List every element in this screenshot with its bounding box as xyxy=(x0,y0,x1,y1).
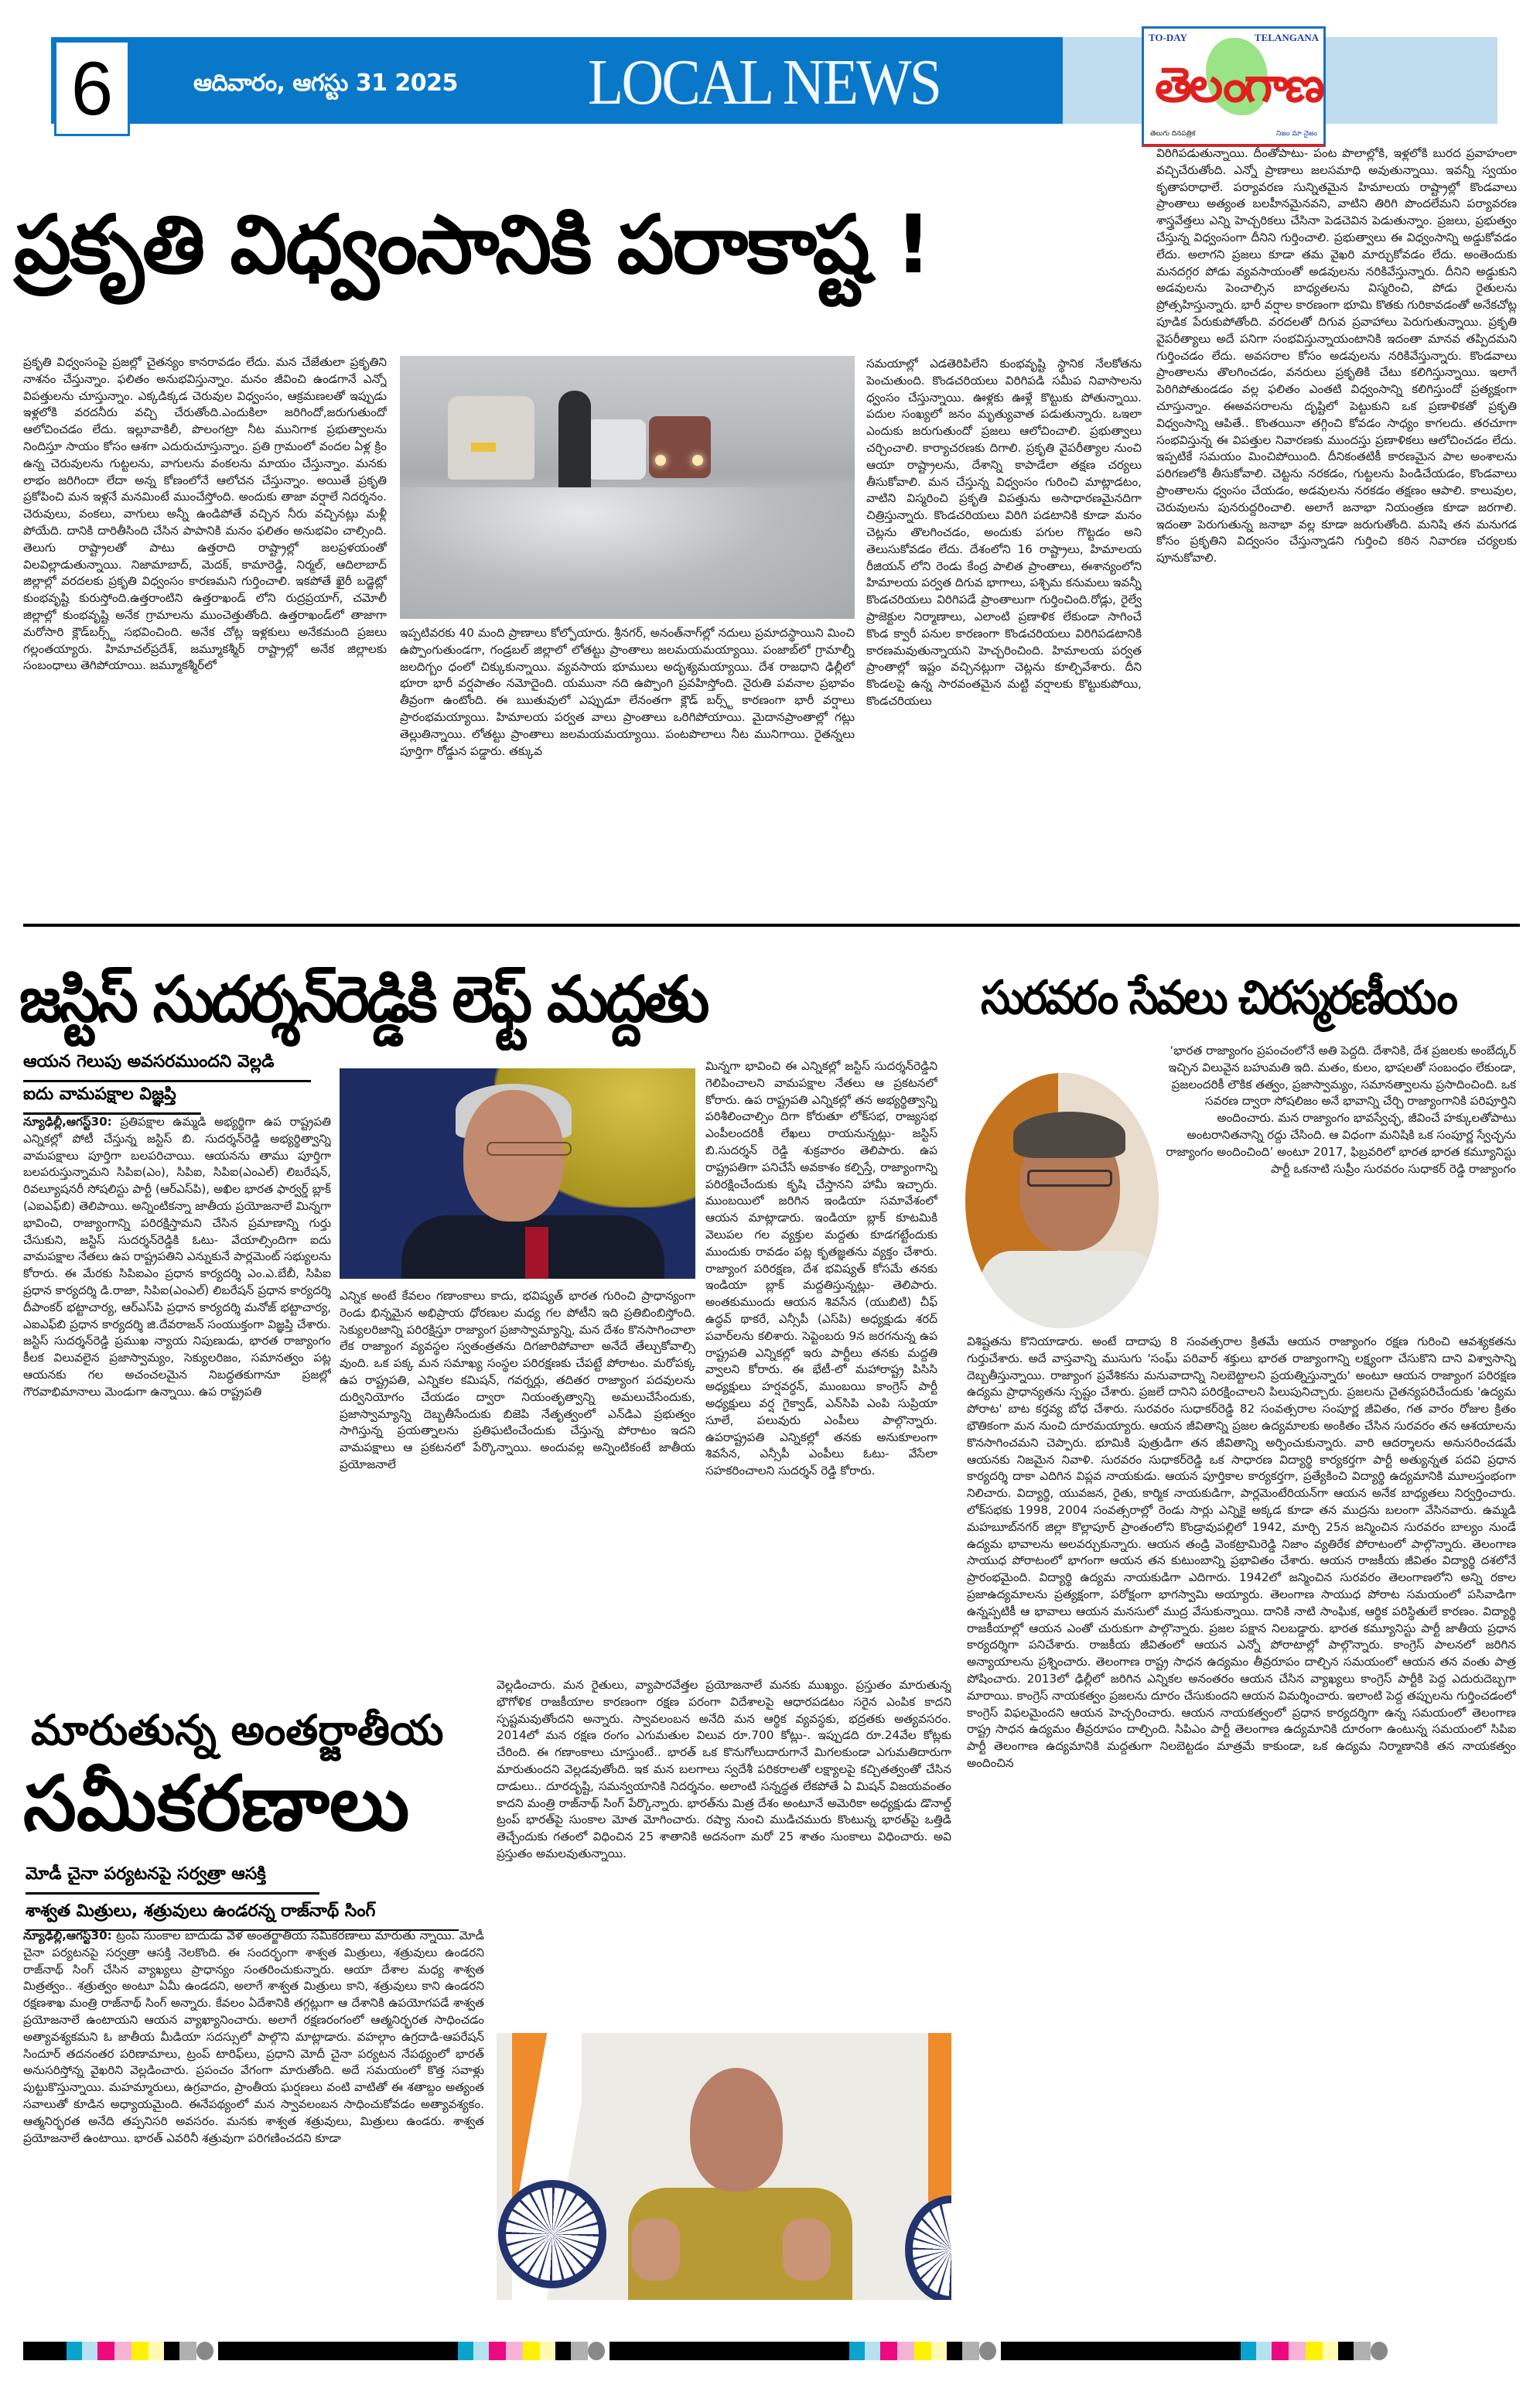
suravaram-photo xyxy=(965,1073,1159,1328)
headline-nature: ప్రకృతి విధ్వంసానికి పరాకాష్ట ! xyxy=(14,197,930,292)
logo-tagline-right: నిజం మా నైజం xyxy=(1275,130,1317,138)
color-swatch xyxy=(164,2342,179,2360)
nature-column-1: ప్రకృతి విధ్వంసంపై ప్రజల్లో చైతన్యం కానరావడం లేదు. మన చేజేతులా ప్రకృతిని నాశనం చేస్తున్నాం. ఫలితం అనుభవిస్తున్నాం. మనం జీవించి ఉండగానే ఎన్నో విపత్తులను చూస్తున్నాం. ఎక్కడిక్కడ చెరువుల విధ్వంసం, ఆక్రమణలతో ఇప్పుడు ఇళ్లలోకి వరదనీరు వచ్చి చేరుతోంది.ఎందుకిలా జరిగిందో,జరుగుతుందో ఆలోచించడం లేదు. ఇల్లూవాకిలీ, పొలంగట్రా నీట మునిగాక ప్రభుత్వాలను నిందిస్తూ సాయం కోసం ఆశగా ఎదురుచూస్తున్నాం. ప్రతి గ్రామంలో వందల ఏళ్ల క్రిం ఉన్న చెరువులను గుట్టలను, వాగులను వంకలను మాయం చేస్తున్నాం. మనకు లాభం జరిగిందా లేదా అన్న కోణంలోనే ఆలోచన చేస్తున్నాం. అయితే ప్రకృతి ప్రకోపించి మన ఇళ్లనే మనమింటే ముంచేస్తోంది. అందుకు తాజా వర్షాలే నిదర్శనం. చెరువులు, వంకలు, వాగులు అన్నీ ఉండిపోతే వచ్చిన నీరు వచ్చినట్లు మళ్లీ పోయేది. దానికి దారితీసింది చేసిన పాపానికి మనం ఫలితం అనుభవిం చాల్సింది. తెలుగు రాష్ట్రాలతో పాటు ఉత్తరాది రాష్ట్రాల్లో జలప్రళయంతో విలవిల్లాడుతున్నాయి. నిజామాబాద్, మెదక్, కామారెడ్డి, నిర్మల్, ఆదిలాబాద్ జిల్లాల్లో వరదలకు ప్రకృతి విధ్వంసం కారణమని గుర్తించాలి. ఇకపోతే ఖైరీ బడ్జెట్లో కుంభవృష్టి కురుస్తోంది.ఉత్తరాంటిని ఉత్తరాఖండ్ లోని రుద్రప్రయాగ్, చమోలీ జిల్లాల్లో కుంభవృష్టి అనేక గ్రామాలను ముంచెత్తుతోంది. ఉత్తరాఖండ్‌లో తాజాగా మరోసారి క్లౌడ్‌బర్స్ట్ సభవించింది. అనేక చోట్ల ఇళ్లకులు అనేకమంది ప్రజలు గల్లంతయ్యారు. హిమాచల్‌ప్రదేశ్, జమ్మూకశ్మీర్ రాష్ట్రాల్లో అనేక జిల్లాలకు సంబంధాలు తెగిపోయాయి. జమ్మూకశ్మీర్‌లో xyxy=(23,355,387,673)
color-swatch xyxy=(931,2342,947,2360)
headline-suravaram: సురవరం సేవలు చిరస్మరణీయం xyxy=(981,971,1456,1025)
color-swatch xyxy=(1338,2342,1354,2360)
color-swatch xyxy=(1289,2342,1306,2360)
nature-column-2: ఇప్పటివరకు 40 మంది ప్రాణాలు కోల్పోయారు. శ్రీనగర్, అనంత్‌నాగ్‌ల్లో నదులు ప్రమాదస్థాయిని మించి ఉప్పొంగుతుండగా, గండ్రబల్ జిల్లాలో లోతట్టు ప్రాంతాలు జలమయమయ్యాయి. పంజాబ్‌లో గ్రామాల్నీ జలదిగ్బం ధంలో చిక్కుకున్నాయి. వ్యవసాయ భూములు అదృశ్యమయ్యాయి. దేశ రాజధాని ఢిల్లీలో భూరా భారీ వర్షపాతం నమోదైంది. యమునా నది ఉప్పొంగి ప్రవహిస్తోంది. నైరుతి పవనాల ప్రభావం తీవ్రంగా ఉంటోంది. ఈ ఋతువులో ఎప్పుడూ లేనంతగా క్లౌడ్ బర్స్ట్ కారణంగా భారీ వర్షాలు ప్రారంభమయ్యాయి. హిమాలయ పర్వత వాలు ప్రాంతాలు ఒరిగిపోయాయి. మైదానప్రాంతాల్లో గట్లు తెల్లుతిన్నాయి. లోతట్టు ప్రాంతాలు జలమయమయ్యాయి. పంటపొలాలు నీట మునిగాయి. రైతన్నలు పూర్తిగా రోడ్డున పడ్డారు. తక్కువ xyxy=(400,626,855,758)
car-shape xyxy=(649,416,711,478)
car-shape xyxy=(587,419,646,480)
nature-column-3: సమయాల్లో ఎడతెరిపిలేని కుంభవృష్టి స్థానిక నేలకోతను పెంచుతుంది. కొండచరియలు విరిగిపడి సమీప నివాసాలను ధ్వంసం చేస్తున్నాయి. ఊళ్లకు ఊళ్లే కొట్టుకు పోతున్నాయి. పదుల సంఖ్యలో జనం మృత్యువాత పడుతున్నారు. ఒఇలా ఎందుకు జరుగుతుందో ప్రజలు ఆలోచించాలి. ప్రభుత్వాలు చర్చించాలి. కార్యాచరణకు దిగాలి. ప్రకృతి వైపరీత్యాల నుంచి ఆయా రాష్ట్రాలను, దేశాన్ని కాపాడేలా తక్షణ చర్యలు తీసుకోవాలి. మన చేస్తున్న విధ్వంసం గురించి మాట్లాడటం, వాటిని విస్మరించి ప్రకృతి విపత్తును అసాధారణమైనదిగా చిత్రిస్తున్నారు. కొండచరియలు విరిగి పడటానికి కూడా మనం చెట్లను తొలగించడం, అందుకు పగుల గొట్టడం అని తెలుసుకోవడం లేదు. దేశంలోని 16 రాష్ట్రాలు, హిమాలయ రీజియన్ లోని రెండు కేంద్ర పాలిత ప్రాంతాలు, ఈశాన్యంలోని హిమాలయ పర్వత దిగువ భాగాలు, పశ్చిమ కనుమలు ఇవన్నీ కొండచరియలు విరిగిపడే ప్రాంతాలుగా గుర్తించింది.రోడ్లు, రైల్వే ప్రాజెక్టుల నిర్మాణాలు, ఎలాంటి ప్రణాళిక లేకుండా సాగించే కొండ క్వారీ పనుల కారణంగా కొండచరియలు విరిగిపడటానికి కారణమవుతున్నాయని హెచ్చరించింది. హిమాలయ పర్వత ప్రాంతాల్లో ఇష్టం వచ్చినట్లుగా చెట్లను కూల్చివేశారు. దీని కొండలపై ఉన్న సారవంతమైన మట్టి వర్షాలకు కొట్టుకుపోయి, కొండచరియలు xyxy=(866,357,1142,708)
left-support-column-1 xyxy=(23,1114,331,1625)
color-swatch xyxy=(23,2342,67,2360)
color-swatch xyxy=(97,2342,114,2360)
left-support-column-2: ఎన్నిక అంటే కేవలం గణాంకాలు కాదు, భవిష్యత్ భారత గురించి ప్రాధాన్యంగా రెండు భిన్నమైన అభిప్రాయ ధోరణుల మధ్య గల పోటీని ఇది ప్రతిబింబిస్తోంది. సెక్యులరిజాన్ని పరిరక్షిస్తూ రాజ్యాంగ ప్రజాస్వామ్యాన్ని, మన దేశం కొనసాగించాలా లేక రాజ్యాంగ వ్యవస్థల స్వతంత్రతను దిగజారిపోవాలా అనేదే తేల్చుకోవాల్సి వుంది. ఒక పక్క మన సమాఖ్య సంస్థల పరిరక్షణకు చేపట్టే పోరాటం. మరోపక్క ఉప రాష్ట్రపతి, ఎన్నికల కమిషన్, గవర్నర్లు, తదితర రాజ్యాంగ పదవులను దుర్వినియోగం చేయడం ద్వారా నియంతృత్వాన్ని అమలుచేసేందుకు, ప్రజాస్వామ్యాన్ని దెబ్బతీసేందుకు బిజెపి నేతృత్వంలో ఎన్‌డిఎ ప్రభుత్వం సాగిస్తున్న ప్రయత్నాలను ప్రతిఘటించేందుకు చేస్తున్న పోరాటం ఇదని వామపక్షాలు ఆ ప్రకటనలో పేర్కొన్నాయి. అందువల్ల అన్నింటికంటే జాతీయ ప్రయోజనాలే xyxy=(340,1289,695,1471)
color-swatch xyxy=(947,2342,962,2360)
color-swatch xyxy=(458,2342,473,2360)
subhead-2: ఐదు వామపక్షాల విజ్ఞప్తి xyxy=(23,1085,201,1115)
flood-water-shape xyxy=(400,487,855,619)
tie-shape xyxy=(525,1227,548,1279)
color-swatch xyxy=(571,2342,588,2360)
color-swatch xyxy=(1256,2342,1272,2360)
column-text: ట్రంప్ సుంకాల బాదుడు వేళ అంతర్జాతీయ సమీకరణాలు మారుతు న్నాయి. మోడీ చైనా పర్యటనపై సర్వత్రా ఆసక్తి నెలకొంది. ఈ సందర్భంగా శాశ్వత మిత్రులు, శత్రువులు ఉండరని రాజ్‌నాథ్ సింగ్ చేసిన వ్యాఖ్యలు ప్రాధాన్యం సంతరించుకున్నారు. ఆయా దేశాల మధ్య శాశ్వత మిత్రత్వం.. శత్రుత్వం అంటూ ఏమీ ఉండదని, అలాగే శాశ్వత మిత్రులు కాని, శత్రువులు కాని ఉండరని రక్షణశాఖ మంత్రి రాజ్‌నాథ్ సింగ్ అన్నారు. కేవలం ఏదేశానికి తగ్గట్లుగా ఆ దేశానికి ఉపయోగపడే శాశ్వత ప్రయోజనాలే ఉంటాయని ఆయన వ్యాఖ్యానించారు. అలాగే రక్షణరంగంలో ఆత్మనిర్భరత సాధించడం అత్యావశ్యకమని ఓ జాతీయ మీడియా సదస్సులో పాల్గొని మాట్లాడారు. వహల్గాం ఉగ్రదాడి-ఆపరేషన్ సిందూర్ తదనంతర పరిణామాలు, ట్రంప్ టారిఫ్‌లు, ప్రధాని మోదీ చైనా పర్యటన నేపథ్యంలో భారత్ అనుసరిస్తోన్న వైఖరిని వెల్లడించారు. ప్రపంచం వేగంగా మారుతోంది. అదే సమయంలో కొత్త సవాళ్లు పుట్టుకొస్తున్నాయి. మహమ్మారులు, ఉగ్రవాదం, ప్రాంతీయ ఘర్షణలు వంటి వాటితో ఈ శతాబ్దం అత్యంత సవాలుతో కూడిన అధ్యాయమైంది. ఈనేపథ్యంలో మన స్వావలంబన సాధించుకోవడం అత్యావశ్యకం. ఆత్మనిర్భరత అనేది తప్పనిసరి అవసరం. మనకు శాశ్వత శత్రువులు, మిత్రులు ఉండరు. శాశ్వత ప్రయోజనాలే ఉంటాయి. భారత్ ఎవరినీ శత్రువుగా పరిగణించదని కూడా xyxy=(23,1929,484,2145)
face-shape xyxy=(690,2068,783,2192)
section-title: LOCAL NEWS xyxy=(588,46,941,118)
indian-flag-shape xyxy=(928,2033,951,2211)
color-swatch xyxy=(540,2342,555,2360)
number-plate-shape xyxy=(471,442,496,452)
color-swatch xyxy=(588,2342,605,2360)
color-swatch xyxy=(914,2342,931,2360)
motorcycle-rider-shape xyxy=(558,391,591,499)
logo-tagline-left: తెలుగు దినపత్రిక xyxy=(1150,130,1196,138)
justice-sudarshan-reddy-photo xyxy=(340,1068,695,1279)
color-swatch xyxy=(131,2342,149,2360)
color-swatch xyxy=(114,2342,131,2360)
color-swatch xyxy=(1272,2342,1289,2360)
black-block xyxy=(1001,2342,1241,2360)
equations-column-2: వెల్లడించారు. మన రైతులు, వ్యాపారవేత్తల ప్రయోజనాలే మనకు ముఖ్యం. ప్రస్తుతం మారుతున్న భౌగోళిక రాజకీయాల కారణంగా రక్షణ పరంగా విదేశాలపై ఆధారపడటం సరైన ఎంపిక కాదని స్పష్టమవుతోందని అన్నారు. స్వావలంబన అనేది మన ఆర్థిక వ్యవస్థకు, భద్రతకు అత్యవసరం. 2014లో మన రక్షణ రంగం ఎగుమతుల విలువ రూ.700 కోట్లు-. ఇప్పుడది రూ.24వేల కోట్లకు చేరింది. ఈ గణాంకాలు చూస్తుంటే.. భారత్ ఒక కొనుగోలుదారుగానే మిగలకుండా ఎగుమతిదారుగా మారుతుందని వెల్లడవుతోంది. ఇక మన బలగాలు స్వదేశీ పరికరాలతో లక్ష్యాలపై కచ్చితత్వంతో చేసిన దాడులు.. దూరదృష్టి, సమన్వయానికి నిదర్శనం. అలాంటి సన్నద్ధత లేకపోతే ఏ మిషన్ విజయవంతం కాదని మంత్రి రాజ్‌నాథ్ సింగ్ పేర్కొన్నారు. భారత్‌ను మిత్ర దేశం అంటూనే అమెరికా అధ్యక్షుడు డొనాల్డ్ ట్రంప్ భారత్‌పై సుంకాల మోత మోగించారు. రష్యా నుంచి ముడిచమురు కొంటున్న భారత్‌పై ఒత్తిడి తెచ్చేందుకు గతంలో విధించిన 25 శాతానికి అదనంగా మరో 25 శాతం సుంకాలు విధించారు. అవి ప్రస్తుతం అమలవుతున్నాయి. xyxy=(497,1678,951,1861)
color-swatch xyxy=(1323,2342,1338,2360)
color-swatch xyxy=(196,2342,213,2360)
face-shape xyxy=(463,1090,564,1222)
subhead-1: ఆయన గెలుపు అవసరముందని వెల్లడి xyxy=(23,1052,311,1082)
color-swatch xyxy=(1371,2342,1388,2360)
logo-top-right: TELANGANA xyxy=(1254,32,1319,43)
flood-rain-photo xyxy=(400,356,855,619)
equations-column-1 xyxy=(23,1928,484,2322)
hair-shape xyxy=(1013,1112,1125,1158)
ashoka-chakra-icon xyxy=(498,2180,606,2288)
rajnath-singh-photo xyxy=(497,2033,951,2300)
newspaper-logo[interactable] xyxy=(1142,26,1326,147)
headlight-shape xyxy=(692,455,703,466)
subhead-2: శాశ్వత మిత్రులు, శత్రువులు ఉండరన్న రాజ్‌నాథ్ సింగ్ xyxy=(26,1902,459,1931)
section-divider xyxy=(23,924,1520,927)
glasses-shape xyxy=(1027,1170,1112,1187)
color-swatch xyxy=(489,2342,506,2360)
black-block xyxy=(610,2342,849,2360)
color-swatch xyxy=(506,2342,523,2360)
dateline: న్యూఢిల్లీ,ఆగస్ట్30: xyxy=(23,1929,112,1943)
logo-top-left: TO-DAY xyxy=(1149,32,1187,43)
logo-wordmark: తెలంగాణ xyxy=(1155,56,1322,113)
suravaram-intro: ‘భారత రాజ్యాంగం ప్రపంచంలోనే అతి పెద్దది. దేశానికి, దేశ ప్రజలకు అంబేద్కర్ ఇచ్చిన విలువైన బహుమతి ఇది. మతం, కులం, భాషలతో సంబంధం లేకుండా, ప్రజలందరికీ లౌకిక తత్వం, ప్రజాస్వామ్యం, సమానత్వాలను ప్రసాదించింది. ఒక సవరణ ద్వారా సోషలిజం అనే భావాన్ని చేర్చి రాజ్యాంగానికి పరిపూర్తిని అందించారు. మన రాజ్యాంగం భావస్వేచ్ఛ, జీవించే హక్కులతోపాటు అంటరానితనాన్ని రద్దు చేసింది. ఆ విధంగా మనిషికి ఒక సంపూర్ణ స్వేచ్ఛను రాజ్యాంగం అందించింది’ అంటూ 2017, ఫిబ్రవరిలో భారత భారత కమ్యూనిస్టు పార్టీ ఒకనాటి సుప్రీం సురవరం సుధాకర్ రెడ్డి రాజ్యాంగం xyxy=(1166,1044,1516,1176)
color-swatch xyxy=(149,2342,164,2360)
color-swatch xyxy=(962,2342,979,2360)
left-support-column-3: మిన్నగా భావించి ఈ ఎన్నికల్లో జస్టిస్ సుదర్శన్‌రెడ్డిని గెలిపించాలని వామపక్షాల నేతలు ఆ ప్రకటనలో కోరారు. ఉప రాష్ట్రపతి ఎన్నికల్లో తన అభ్యర్థిత్వాన్ని పరిశీలించాల్సిం దిగా కోరుతూ లోక్‌సభ, రాజ్యసభ ఎంపీలందరికీ లేఖలు రాయనున్నట్లు- జస్టిస్ బి.సుదర్శన్ రెడ్డి శుక్రవారం తెలిపారు. ఉప రాష్ట్రపతిగా పనిచేసే అవకాశం కల్పిస్తే, రాజ్యాంగాన్ని పరిరక్షించేందుకు కృషి చేస్తానని హామీ ఇచ్చారు. ముంబయిలో జరిగిన ఇండియా సమావేశంలో ఆయన మాట్లాడారు. ఇండియా బ్లాక్ కూటమికి వెలుపల గల వ్యక్తుల మద్దతు కూడగట్టేందుకు ముందుకు రావడం పట్ల కృతజ్ఞతను వ్యక్తం చేశారు. రాజ్యాంగ పరిరక్షణ, దేశ భవిష్యత్ కోసమే తనకు ఇండియా బ్లాక్ మద్దతిస్తున్నట్లు- తెలిపారు. అంతకుముందు ఆయన శివసేన (యుబిటి) చీఫ్ ఉద్ధవ్ థాకరే, ఎన్సీపీ (ఎస్‌పి) అధ్యక్షుడు శరద్ పవార్‌లను కలిశారు. సెప్టెంబరు 9న జరగనున్న ఉప రాష్ట్రపతి ఎన్నికల్లో ఇరు పార్టీలు తనకు మద్దతి వ్వాలని కోరారు. ఈ భేటీ-లో మహారాష్ట్ర పిసిసి అధ్యక్షులు హర్షవర్ధన్, ముంబయి కాంగ్రెస్ పార్టీ అధ్యక్షులు వర్ష గైక్వాడ్, ఎన్‌సిపి ఎంపి సుప్రియా సూలే, పలువురు ఎంపీలు పాల్గొన్నారు. ఉపరాష్ట్రపతి ఎన్నికల్లో తనకు అనుకూలంగా శివసేన, ఎన్సీపీ ఎంపీలు ఓటు- వేసేలా సహకరించాలని సుదర్శన్ రెడ్డి కోరారు. xyxy=(705,1059,937,1478)
color-swatch xyxy=(849,2342,865,2360)
nature-column-4: విరిగిపడుతున్నాయి. దీంతోపాటు- పంట పొలాల్లోకి, ఇళ్లలోకి బురద ప్రవాహంలా వచ్చిచేరుతోంది. ఎన్నో ప్రాణాలు జలసమాధి అవుతున్నాయి. ఇవన్నీ స్వయం కృతాపరాధాలే. పర్యావరణ సున్నితమైన హిమాలయ రాష్ట్రాల్లో కొండవాలు ప్రాంతాలు అత్యంత బలహీనమైనవని, వాటిని తిరిగి పొందలేమని పర్యావరణ శాస్త్రవేత్తలు ఎన్ని హెచ్చరికలు చేసినా పెడచెవిన పెడుతున్నాం. ప్రజలు, ప్రభుత్వం చేస్తున్న విధ్వంసంగా దీనిని గుర్తించాలి. ప్రభుత్వాలు ఈ విధ్వంసాన్ని అడ్డుకోవడం లేదు. అలాగని ప్రజలు కూడా తమ వైఖరి మార్చుకోవడం లేదు. అంతెందుకు మనదగ్గర పోడు వ్యవసాయంతో అడవులను నరికివేస్తున్నారు. దీనిని అడ్డుకుని అడవులను పెంచాల్సిన బాధ్యతలను విస్మరించి, పోడు రైతులను ప్రోత్సహిస్తున్నారు. భారీ వర్షాల కారణంగా భూమి కొతకు గురికావడంతో అనేకచోట్ల పూడిక పేరుకుపోతోంది. వరదలతో దిగువ ప్రవాహాలు పెరుగుతున్నాయి. ప్రకృతి వైపరీత్యాలు అదే పనిగా సంభవిస్తున్నాయంటానికి ఇదంతా మానవ తప్పిదమని గుర్తించడం లేదు. అవసరాల కోసం అడవులను నరికివేస్తున్నారు. కొండవాలు ప్రాంతాలను తొలగించడం, వనరులు ప్రకృతికి చేటు కలిగిస్తున్నాయి. ఇలాగే పెరిగిపోతుండడం వల్ల ఫలితం ఎంతటి విధ్వంసాన్ని కలిగిస్తుందో ప్రత్యక్షంగా చూస్తున్నాం. ఈఅవసరాలను దృష్టిలో పెట్టుకుని ఒక ప్రణాళికతో ప్రకృతి విధ్వంసాన్ని ఆపితే.. కొంతయినా తగ్గించి కోవడం సాధ్యం కాగలదు. తరచూగా సంభవిస్తున్న ఈ విపత్తుల నివారణకు ముందస్తు ప్రణాళికలు ఆలోచించడం లేదు. ఇప్పటికే సమయం మించిపోయింది. దీనికంతటికీ కారణమైన పాల అంశాలను పరిగణలోకి తీసుకోవాలి. చెట్టను నరకడం, గుట్టలను పిండిచేయడం, కొండవాలు ప్రాంతాలను ధ్వంసం చేయడం, అడవులను నరకడం తక్షణం ఆపాలి. కాలువుల, చెరువులను పునరుద్దరించాలి. అలాగే జనాభా నియంత్రణ కూడా జరగాలి. ఇదంతా పెరుగుతున్న జనాభా వల్ల కూడా జరుగుతోంది. మనిషి తన మనుగడ కోసం ప్రకృతిని విద్వంసం చేస్తున్నాడని గుర్తించి కఠిన నివారణ చర్యలకు పూనుకోవాలి. xyxy=(1156,146,1517,565)
headlight-shape xyxy=(655,455,666,466)
color-swatch xyxy=(880,2342,897,2360)
fist-shape xyxy=(783,2219,831,2281)
color-swatch xyxy=(1354,2342,1371,2360)
issue-date: ఆదివారం, ఆగస్టు 31 2025 xyxy=(193,70,458,97)
color-swatch xyxy=(555,2342,571,2360)
headline-left-support: జస్టిస్ సుదర్శన్‌రెడ్డికి లెఫ్ట్ మద్దతు xyxy=(19,963,707,1037)
page-number: 6 xyxy=(54,40,130,136)
shirt-shape xyxy=(981,1251,1159,1328)
black-block xyxy=(218,2342,458,2360)
suravaram-body: విశిష్టతను కొనియాడారు. అంటే దాదాపు 8 సంవత్సరాల క్రితమే ఆయన రాజ్యాంగం రక్షణ గురించి ఆవశ్యకతను గుర్తుచేశారు. అదే వాస్తవాన్ని ముసుగు 'సంఘ్ పరివార్ శక్తులు భారత రాజ్యాంగాన్ని లక్ష్యంగా చేసుకొని దాని విశ్వాసాన్ని దెబ్బతీస్తున్నాయి. రాజ్యాంగ ప్రవేశికను మనువాదాన్ని నిలబెట్టాలని ప్రయత్నిస్తున్నారు' అంటూ ఆయన రాజ్యాంగ పరిరక్షణ ఉద్యమ ప్రాధాన్యతను స్పష్టం చేశారు. ప్రజలే దానిని పరిరక్షించాలని పిలుపునిచ్చారు. ప్రజలను చైతన్యపరిచేందుకు 'ఉద్యమ పోరాట' బాట కర్తవ్య బోధ చేశారు. సురవరం సుధాకర్‌రెడ్డి 82 సంవత్సరాల సంపూర్ణ జీవితం, గత వారం రోజుల క్రితం భౌతికంగా మన నుంచి దూరమయ్యారు. ఆయన జీవితాన్ని ప్రజల ఉద్యమాలకు అంకితం చేసిన సురవరం తన ఆశయాలను కొనసాగించమని చెప్పారు. భూమికి పుత్రుడిగా తన జీవితాన్ని అర్పించుకున్నారు. వారి ఆదర్శాలను అనుసరించడమే ఆయనకు నిజమైన నివాళి. సురవరం సుధాకర్‌రెడ్డి ఒక సాధారణ విద్యార్థి కార్యకర్తగా పార్టీ అత్యున్నత పదవి ప్రధాన కార్యదర్శి దాకా ఎదిగిన విప్లవ నాయకుడు. ఆయన పూర్తికాల కార్యకర్తగా, ప్రత్యేకించి విద్యార్థి ఉద్యమానికి మూలస్తంభంగా నిలిచారు. విద్యార్థి, యువజన, రైతు, కార్మిక నాయకుడిగా, పార్లమెంటేరియన్‌గా ఆయన అనేక బాధ్యతలు నిర్వర్తించారు. లోక్‌సభకు 1998, 2004 సంవత్సరాల్లో రెండు సార్లు ఎన్నికై అక్కడ కూడా తన ముద్రను బలంగా వేసినవారు. ఉమ్మడి మహబూబ్‌నగర్ జిల్లా కొల్లాపూర్ ప్రాంతంలోని కొండ్రావుపల్లిలో 1942, మార్చి 25న జన్మించిన సురవరం బాల్యం నుండే ఉద్యమ భావాలను అలవర్చుకున్నారు. ఆయన తండ్రి వెంకట్రామిరెడ్డి నిజాం వ్యతిరేక పోరాటంలో పాల్గొన్నారు. తెలంగాణ సాయుధ పోరాటంలో భాగంగా ఆయన తన కుటుంబాన్ని ప్రభావితం చేశారు. ఆయన రాజకీయ జీవితం విద్యార్థి దశలోనే ప్రారంభమైంది. విద్యార్థి ఉద్యమ నాయకుడిగా ఎదిగారు. 1942లో జన్మించిన సురవరం తెలంగాణలోని అన్ని రకాల ప్రజాఉద్యమాలను ప్రత్యక్షంగా, పరోక్షంగా భాగస్వామి అయ్యారు. తెలంగాణ సాయుధ పోరాట సమయంలో పసివాడిగా ఉన్నప్పటికీ ఆ భావాలు ఆయన మనసులో ముద్ర వేసుకున్నాయి. దానికి నాటి సాంఘిక, ఆర్థిక పరిస్థితులే కారణం. విద్యార్థి రాజకీయాల్లో ఆయన ఎంతో చురుకుగా పాల్గొన్నారు. ప్రజల పక్షాన నిలబడ్డారు. భారత కమ్యూనిస్టు పార్టీ జాతీయ ప్రధాన కార్యదర్శిగా పనిచేశారు. రాజకీయ జీవితంలో ఆయన ఎన్నో పోరాటాల్లో పాల్గొన్నారు. కాంగ్రెస్ పాలనలో జరిగిన అన్యాయాలను ప్రశ్నించారు. తెలంగాణ రాష్ట్ర సాధన ఉద్యమం తీవ్రరూపం దాల్చిన సమయంలో ఆయన తన వంతు పాత్ర పోషించారు. 2013లో ఢిల్లీలో జరిగిన ఎన్నికల అనంతరం ఆయన చేసిన వ్యాఖ్యలు కాంగ్రెస్ పార్టీకి పెద్ద ఎదురుదెబ్బగా మారాయి. కాంగ్రెస్ నాయకత్వం ప్రజలను దూరం చేసుకుందని ఆయన విమర్శించారు. ఇలాంటి పెద్ద తప్పులను గుర్తించడంలో కాంగ్రెస్ విఫలమైందని ఆయన హెచ్చరించారు. ఆయన నాయకత్వంలో ప్రధాన కార్యదర్శిగా ఉన్న సమయంలో తెలంగాణ రాష్ట్ర సాధన ఉద్యమం తీవ్రరూపం దాల్చింది. సిపిఎం పార్టీ తెలంగాణ ఉద్యమానికి దూరంగా ఉంటున్న సమయంలో సిపిఐ పార్టీ తెలంగాణ ఉద్యమానికి మద్దతుగా నిలబెట్టడం మాత్రమే కాకుండా, ఒక ఉద్యమ నిర్మాణానికి తన నాయకత్వం అందించిన xyxy=(967,1334,1516,1770)
fist-shape xyxy=(632,2219,680,2281)
column-text: ప్రతిపక్షాల ఉమ్మడి అభ్యర్థిగా ఉప రాష్ట్రపతి ఎన్నికల్లో పోటీ చేస్తున్న జస్టిస్ బి. సుదర్శన్‌రెడ్డి అభ్యర్థిత్వాన్ని వామపక్షాలు పూర్తిగా బలపరిచాయి. ఆయనను తాము పూర్తిగా బలపరుస్తున్నామని సిపిఐ(ఎం), సిపిఐ, సిపిఐ(ఎంఎల్) లిబరేషన్, రివల్యూషనరీ సోషలిస్టు పార్టీ (ఆర్‌ఎస్‌పి), అఖిల భారత ఫార్వర్డ్ బ్లాక్ (ఎఐఎఫ్‌బి) తెలిపాయి. అన్నింటికన్నా జాతీయ ప్రయోజనాలే మిన్నగా భావించి, రాజ్యాంగాన్ని పరిరక్షిస్తామని చేసిన ప్రమాణాన్ని గుర్తు చేసుకుని, జస్టిస్ సుదర్శన్‌రెడ్డికి ఓటు- వేయాల్సిందిగా ఐదు వామపక్షాల నేతలు ఉప రాష్ట్రపతిని ఎన్నుకునే పార్లమెంట్ సభ్యులను కోరారు. ఈ మేరకు సిపిఐఎం ప్రధాన కార్యదర్శి ఎం.ఎ.బేబీ, సిపిఐ ప్రధాన కార్యదర్శి డి.రాజా, సిపిఐ(ఎంఎల్) లిబరేషన్ ప్రధాన కార్యదర్శి దీపాంకర్ భట్టాచార్య, ఆర్‌ఎస్‌పి ప్రధాన కార్యదర్శి మనోజ్ భట్టాచార్య, ఎఐఎఫ్‌బి ప్రధాన కార్యదర్శి జి.దేవరాజన్ సంయుక్తంగా విజ్ఞప్తి చేశారు. జస్టిస్ సుదర్శన్‌రెడ్డి ప్రముఖ న్యాయ నిపుణుడు, భారత రాజ్యాంగం కీలక విలువలైన ప్రజాస్వామ్యం, సెక్యులరిజం, సమానత్వం పట్ల ఆయనకు గల అచంచలమైన నిబద్ధతకుగానూ ప్రజల్లో గౌరవాభిమానాలు మెండుగా ఉన్నాయి. ఉప రాష్ట్రపతి xyxy=(23,1115,331,1399)
color-swatch xyxy=(979,2342,996,2360)
ashoka-chakra-icon xyxy=(905,2195,951,2300)
print-color-bar xyxy=(23,2342,1520,2360)
color-swatch xyxy=(179,2342,196,2360)
color-swatch xyxy=(67,2342,82,2360)
color-swatch xyxy=(473,2342,489,2360)
color-swatch xyxy=(523,2342,540,2360)
dateline: న్యూఢిల్లీ,ఆగస్ట్30: xyxy=(23,1115,112,1129)
color-swatch xyxy=(1241,2342,1256,2360)
car-shape xyxy=(448,396,534,480)
subhead-1: మోడీ చైనా పర్యటనపై సర్వత్రా ఆసక్తి xyxy=(26,1864,319,1895)
color-swatch xyxy=(82,2342,97,2360)
kicker-equations: మారుతున్న అంతర్జాతీయ xyxy=(31,1706,444,1755)
color-swatch xyxy=(897,2342,914,2360)
glasses-shape xyxy=(487,1142,572,1156)
color-swatch xyxy=(865,2342,880,2360)
headline-equations: సమీకరణాలు xyxy=(23,1760,410,1848)
color-swatch xyxy=(1306,2342,1323,2360)
